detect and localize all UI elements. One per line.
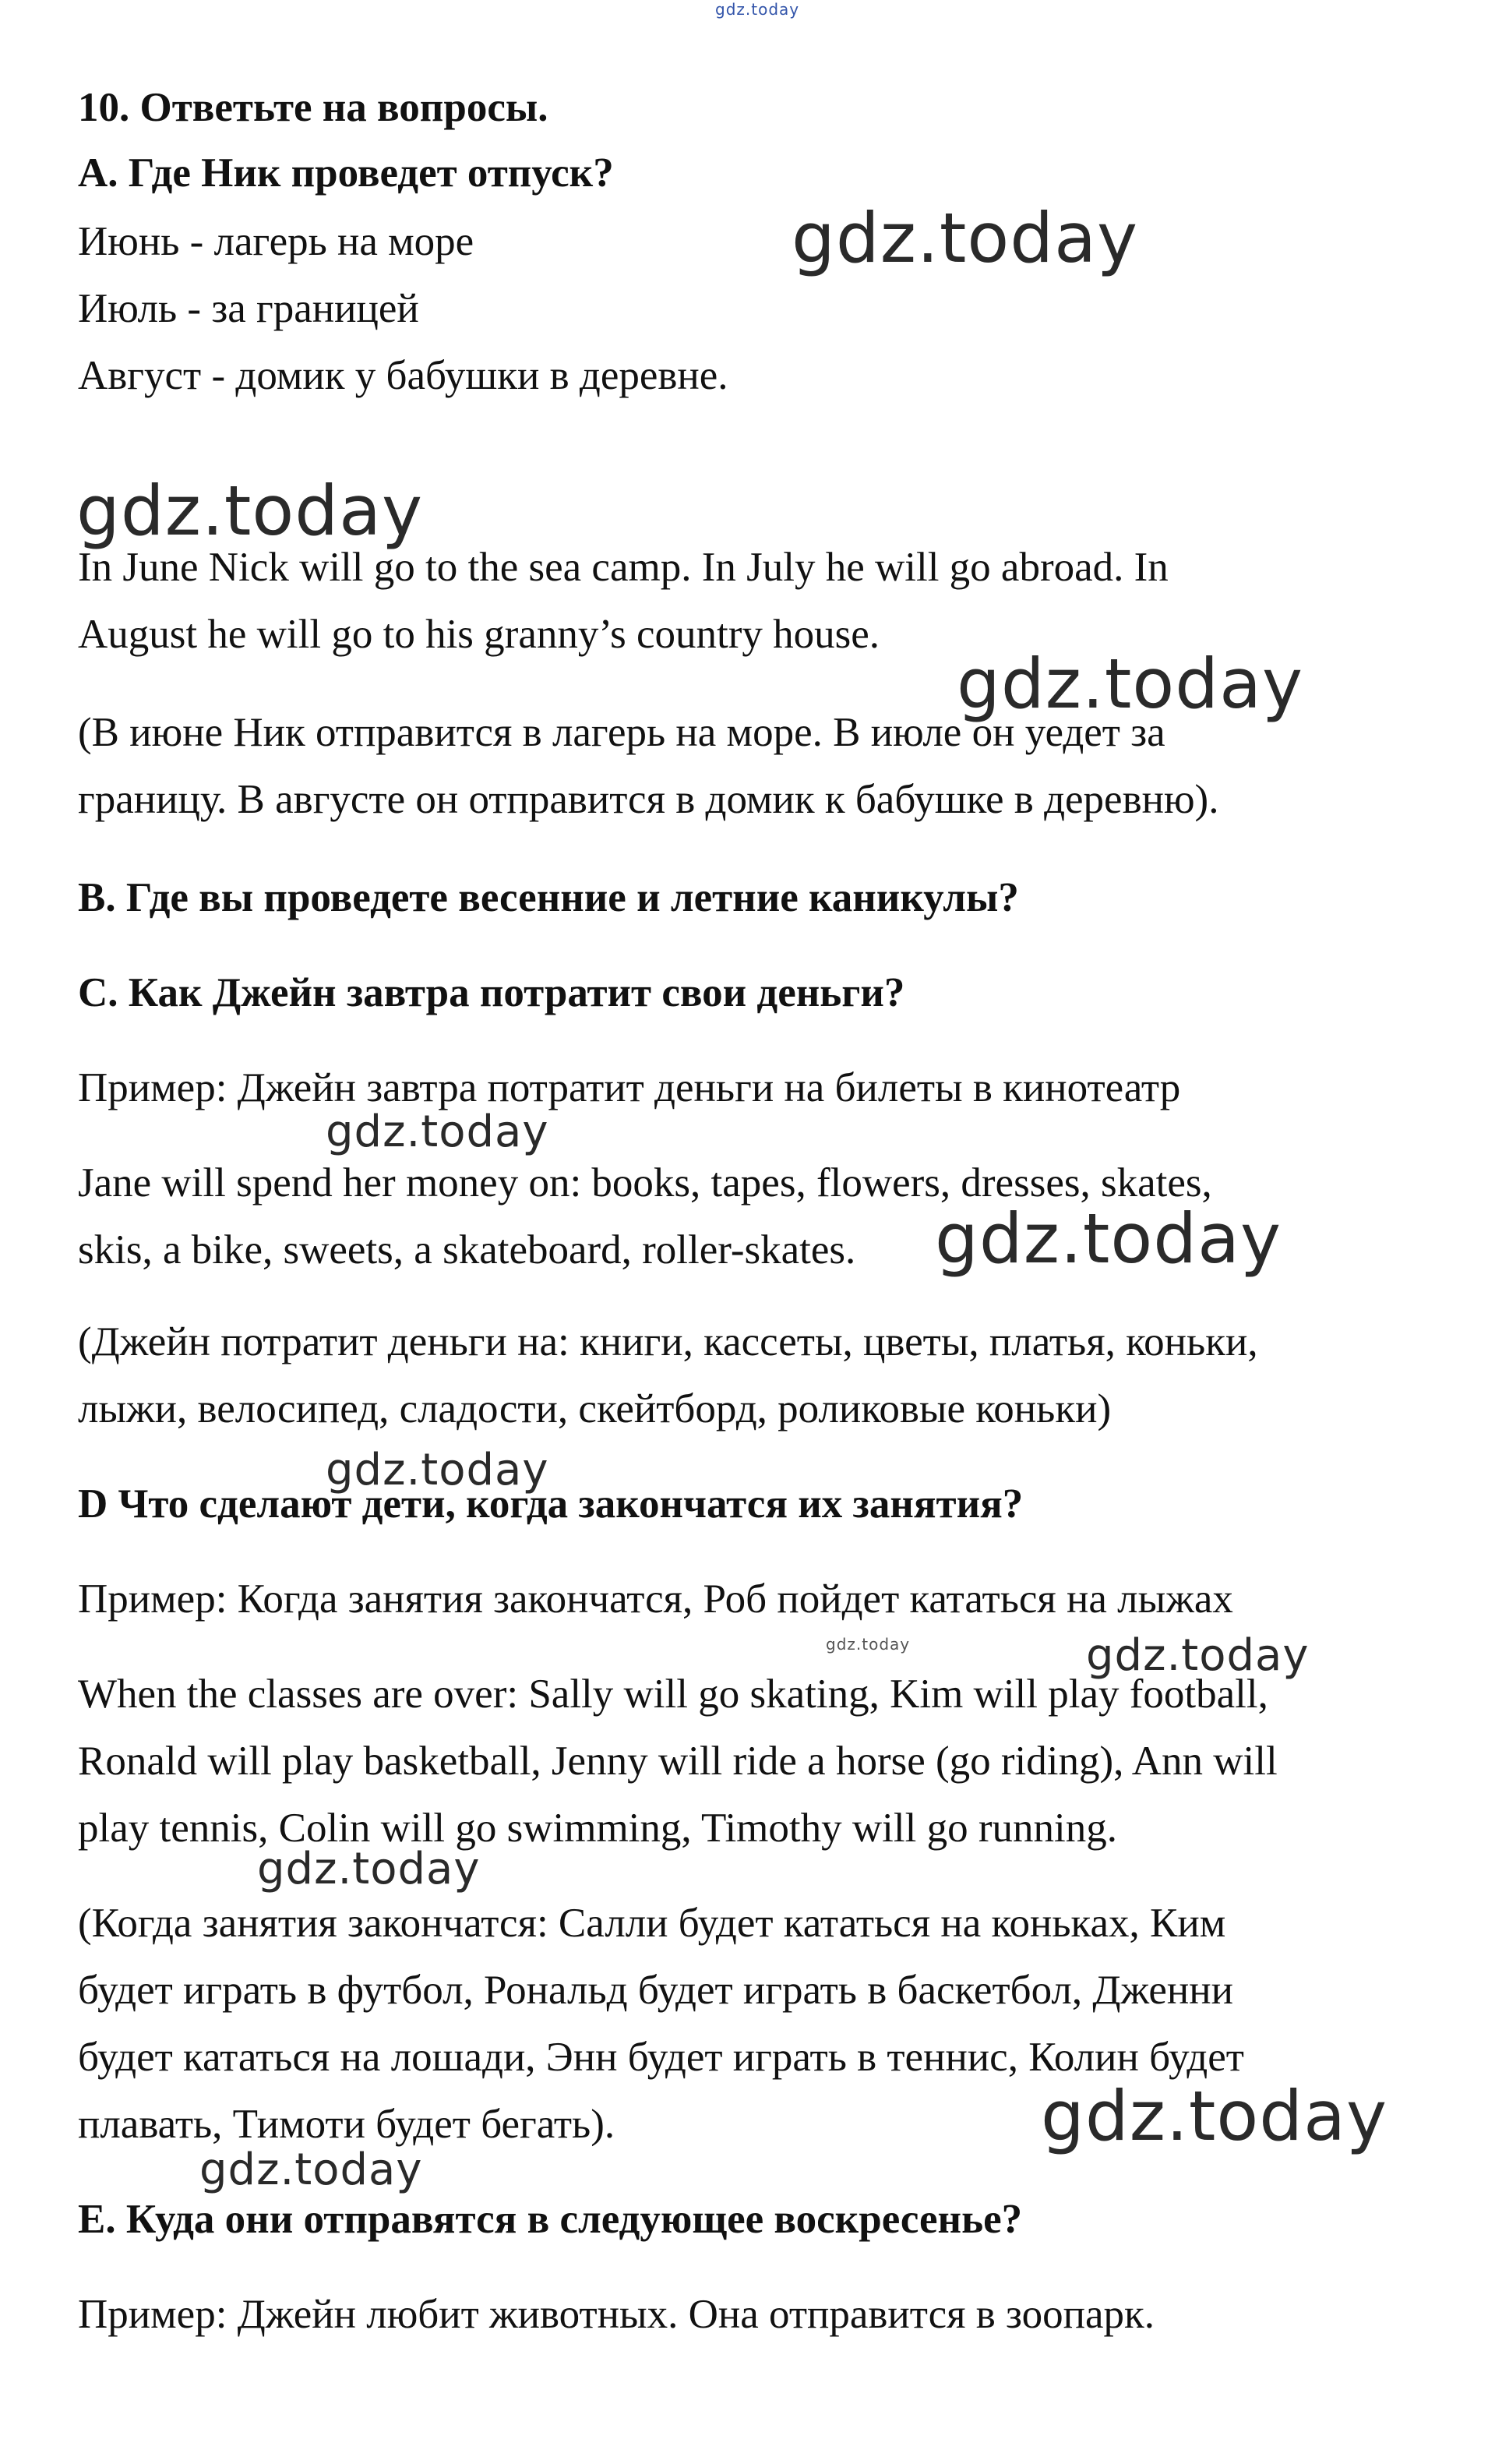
exercise-title: 10. Ответьте на вопросы. — [78, 85, 548, 130]
section-d-answer-ru-line: будет кататься на лошади, Энн будет играть в теннис, Колин будет — [78, 2035, 1244, 2080]
section-c-answer-en-line: Jane will spend her money on: books, tapes, flowers, dresses, skates, — [78, 1160, 1212, 1206]
section-c-answer-en-line: skis, a bike, sweets, a skateboard, roller-skates. — [78, 1227, 856, 1273]
watermark: gdz.today — [1041, 2076, 1388, 2156]
section-a-answer-en-line: In June Nick will go to the sea camp. In July he will go abroad. In — [78, 545, 1169, 590]
section-c-heading: C. Как Джейн завтра потратит свои деньги? — [78, 970, 905, 1015]
section-b-heading: B. Где вы проведете весенние и летние каникулы? — [78, 875, 1019, 920]
watermark: gdz.today — [957, 644, 1304, 724]
section-e-heading: E. Куда они отправятся в следующее воскресенье? — [78, 2197, 1023, 2242]
section-d-answer-ru-line: плавать, Тимоти будет бегать). — [78, 2102, 615, 2147]
watermark: gdz.today — [257, 1844, 481, 1894]
section-a-answer-ru-line: (В июне Ник отправится в лагерь на море. В июле он уедет за — [78, 710, 1165, 755]
watermark: gdz.today — [792, 198, 1139, 278]
section-d-answer-en-line: play tennis, Colin will go swimming, Timothy will go running. — [78, 1806, 1117, 1851]
section-d-answer-en-line: Ronald will play basketball, Jenny will ride a horse (go riding), Ann will — [78, 1739, 1278, 1784]
watermark: gdz.today — [826, 1635, 911, 1654]
section-a-plan-line: Июль - за границей — [78, 286, 419, 331]
section-a-plan-line: Июнь - лагерь на море — [78, 219, 474, 264]
section-d-answer-ru-line: (Когда занятия закончатся: Салли будет кататься на коньках, Ким — [78, 1901, 1226, 1946]
section-a-answer-ru-line: границу. В августе он отправится в домик к бабушке в деревню). — [78, 777, 1219, 822]
section-d-answer-ru-line: будет играть в футбол, Рональд будет играть в баскетбол, Дженни — [78, 1968, 1234, 2013]
section-c-answer-ru-line: лыжи, велосипед, сладости, скейтборд, роликовые коньки) — [78, 1386, 1112, 1431]
watermark: gdz.today — [1086, 1630, 1310, 1681]
section-d-heading: D Что сделают дети, когда закончатся их занятия? — [78, 1481, 1024, 1527]
section-d-example: Пример: Когда занятия закончатся, Роб пойдет кататься на лыжах — [78, 1576, 1233, 1622]
section-c-answer-ru-line: (Джейн потратит деньги на: книги, кассеты, цветы, платья, коньки, — [78, 1319, 1258, 1364]
section-a-plan-line: Август - домик у бабушки в деревне. — [78, 353, 728, 398]
section-c-example: Пример: Джейн завтра потратит деньги на билеты в кинотеатр — [78, 1065, 1181, 1110]
watermark: gdz.today — [715, 0, 800, 19]
watermark: gdz.today — [199, 2145, 423, 2195]
watermark: gdz.today — [935, 1198, 1282, 1279]
section-a-heading: A. Где Ник проведет отпуск? — [78, 150, 614, 196]
watermark: gdz.today — [76, 471, 424, 551]
section-e-example: Пример: Джейн любит животных. Она отправится в зоопарк. — [78, 2292, 1155, 2337]
watermark: gdz.today — [326, 1107, 549, 1157]
section-d-answer-en-line: When the classes are over: Sally will go skating, Kim will play football, — [78, 1671, 1268, 1717]
section-a-answer-en-line: August he will go to his granny’s country house. — [78, 612, 880, 657]
watermark: gdz.today — [326, 1445, 549, 1495]
